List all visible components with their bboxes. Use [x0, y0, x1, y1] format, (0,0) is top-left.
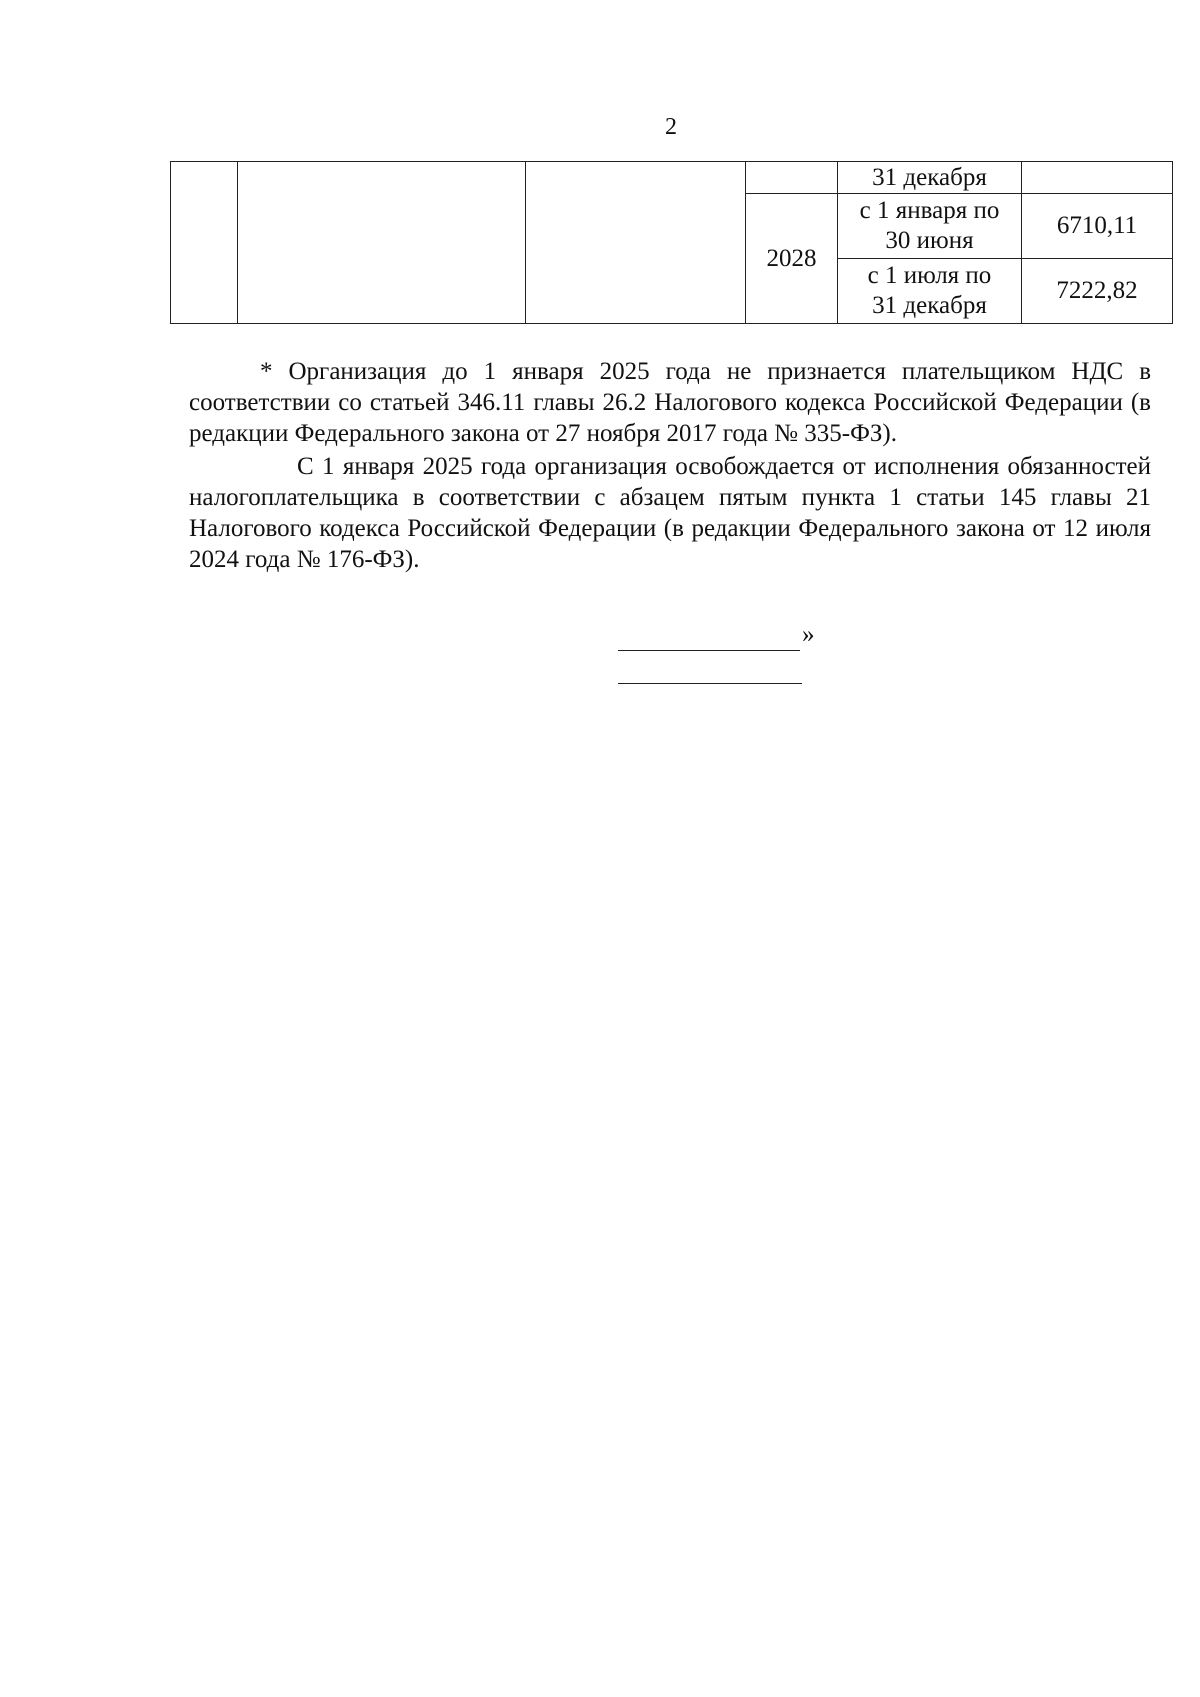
period-line: 31 декабря	[872, 292, 987, 319]
cell-number	[171, 162, 238, 324]
cell-service	[526, 162, 746, 324]
page-number: 2	[665, 114, 677, 140]
cell-value	[1022, 162, 1173, 194]
tariff-table	[170, 161, 1173, 324]
cell-period	[838, 194, 1022, 259]
closing-rule-secondary	[618, 659, 802, 684]
period-line: 30 июня	[885, 227, 974, 254]
note-paragraph: С 1 января 2025 года организация освобождается от исполнения обязанностей налогоплательщика в соответствии с абзацем пятым пункта 1 статьи 145 главы 21 Налогового кодекса Российской Федерации (в редакции Федерального закона от 12 июля 2024 года № 176-ФЗ).	[189, 453, 1151, 573]
cell-value: 6710,11	[1022, 194, 1173, 259]
note-paragraph: * Организация до 1 января 2025 года не признается плательщиком НДС в соответствии со статьей 346.11 главы 26.2 Налогового кодекса Российской Федерации (в редакции Федерального закона от 27 ноября 2017 года № 335-ФЗ).	[189, 358, 1151, 447]
cell-year-prev	[746, 162, 838, 194]
period-line: с 1 января по	[859, 197, 1000, 224]
cell-period: 31 декабря	[838, 162, 1022, 194]
cell-period	[838, 259, 1022, 324]
table-row	[171, 162, 1173, 194]
cell-organization	[238, 162, 526, 324]
period-line: с 1 июля по	[867, 262, 992, 289]
closing-rule	[618, 622, 800, 651]
cell-year: 2028	[746, 194, 838, 324]
cell-value: 7222,82	[1022, 259, 1173, 324]
notes	[189, 356, 1151, 575]
closing-quote: »	[802, 621, 815, 648]
